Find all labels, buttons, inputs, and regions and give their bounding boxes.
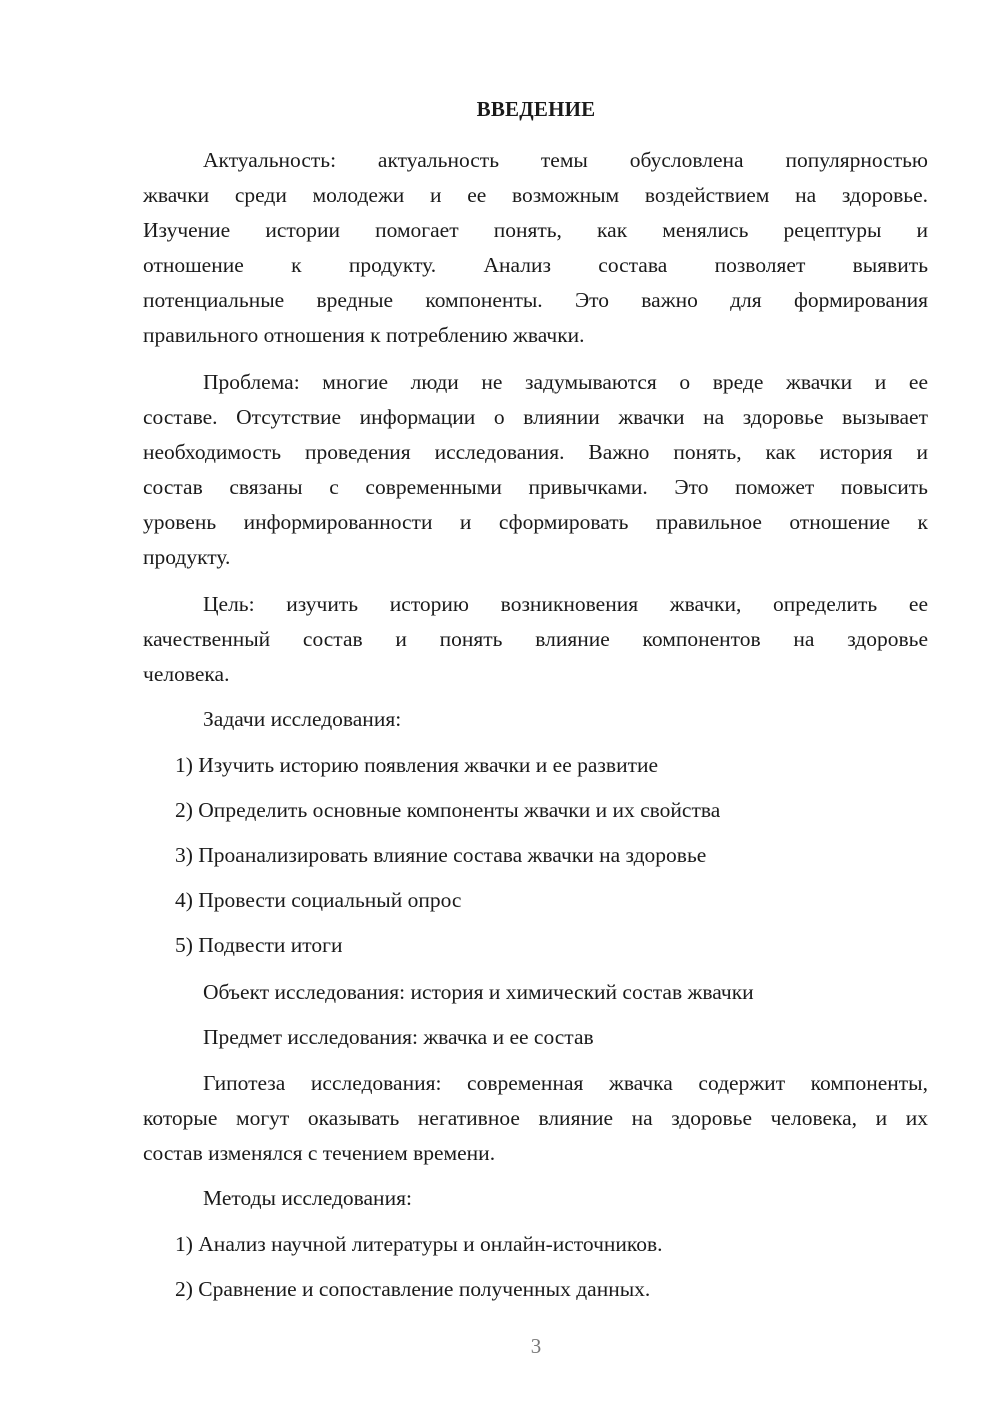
list-item: 1) Изучить историю появления жвачки и ее развитие bbox=[175, 753, 659, 777]
text-line: состав изменялся с течением времени. bbox=[143, 1141, 496, 1165]
page-number: 3 bbox=[530, 1334, 542, 1358]
text-line: состав связаны с современными привычками. Это поможет повысить bbox=[143, 475, 928, 499]
list-item: 2) Сравнение и сопоставление полученных данных. bbox=[175, 1277, 651, 1301]
text-line: которые могут оказывать негативное влияние на здоровье человека, и их bbox=[143, 1106, 928, 1130]
list-item: 3) Проанализировать влияние состава жвачки на здоровье bbox=[175, 843, 707, 867]
research-subject: Предмет исследования: жвачка и ее состав bbox=[203, 1025, 594, 1049]
text-line: человека. bbox=[143, 662, 230, 686]
section-title: ВВЕДЕНИЕ bbox=[476, 97, 596, 121]
list-item: 4) Провести социальный опрос bbox=[175, 888, 462, 912]
research-object: Объект исследования: история и химический состав жвачки bbox=[203, 980, 754, 1004]
text-line: Цель: изучить историю возникновения жвачки, определить ее bbox=[203, 592, 928, 616]
list-item: 1) Анализ научной литературы и онлайн-источников. bbox=[175, 1232, 663, 1256]
text-line: Изучение истории помогает понять, как менялись рецептуры и bbox=[143, 218, 928, 242]
list-item: 5) Подвести итоги bbox=[175, 933, 343, 957]
text-line: качественный состав и понять влияние компонентов на здоровье bbox=[143, 627, 928, 651]
text-line: потенциальные вредные компоненты. Это важно для формирования bbox=[143, 288, 928, 312]
methods-heading: Методы исследования: bbox=[203, 1186, 412, 1210]
text-line: Актуальность: актуальность темы обусловлена популярностью bbox=[203, 148, 928, 172]
text-line: правильного отношения к потреблению жвачки. bbox=[143, 323, 585, 347]
text-line: Проблема: многие люди не задумываются о вреде жвачки и ее bbox=[203, 370, 928, 394]
text-line: уровень информированности и сформировать правильное отношение к bbox=[143, 510, 928, 534]
list-item: 2) Определить основные компоненты жвачки и их свойства bbox=[175, 798, 721, 822]
text-line: Гипотеза исследования: современная жвачка содержит компоненты, bbox=[203, 1071, 928, 1095]
text-line: необходимость проведения исследования. Важно понять, как история и bbox=[143, 440, 928, 464]
text-line: отношение к продукту. Анализ состава позволяет выявить bbox=[143, 253, 928, 277]
text-line: составе. Отсутствие информации о влиянии жвачки на здоровье вызывает bbox=[143, 405, 928, 429]
text-line: жвачки среди молодежи и ее возможным воздействием на здоровье. bbox=[143, 183, 928, 207]
tasks-heading: Задачи исследования: bbox=[203, 707, 402, 731]
text-line: продукту. bbox=[143, 545, 231, 569]
